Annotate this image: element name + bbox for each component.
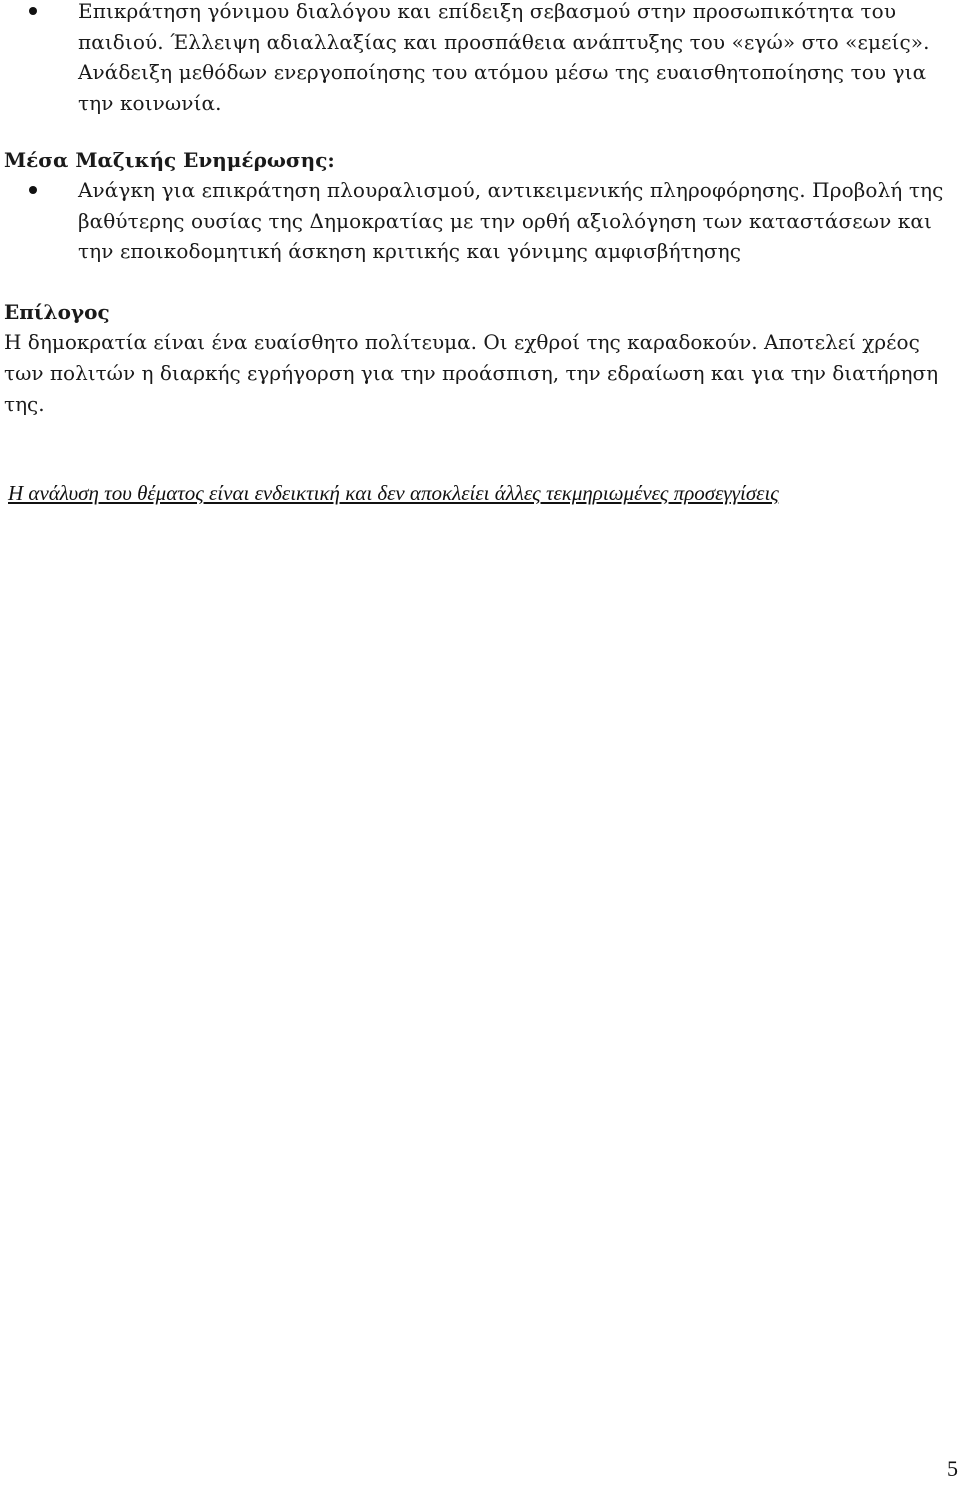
bullet-text: Επικράτηση γόνιμου διαλόγου και επίδειξη σεβασμού στην προσωπικότητα του παιδιού. Έλλειψη αδιαλλαξίας και προσπάθεια ανάπτυξης του «εγώ» στο «εμείς». Ανάδειξη μεθόδων ενεργοποίησης του ατόμου μέσω της ευαισθητοποίησης του για την κοινωνία. — [78, 0, 930, 115]
bullet-icon — [29, 186, 37, 194]
list-item — [0, 175, 960, 267]
section-heading: Μέσα Μαζικής Ενημέρωσης: — [4, 148, 335, 172]
intro-section — [0, 0, 960, 118]
section-heading: Επίλογος — [4, 300, 110, 324]
bullet-text: Ανάγκη για επικράτηση πλουραλισμού, αντικειμενικής πληροφόρησης. Προβολή της βαθύτερης ουσίας της Δημοκρατίας με την ορθή αξιολόγηση των καταστάσεων και την εποικοδομητική άσκηση κριτικής και γόνιμης αμφισβήτησης — [78, 178, 944, 263]
bullet-icon — [29, 7, 37, 15]
epilogue-paragraph: Η δημοκρατία είναι ένα ευαίσθητο πολίτευμα. Οι εχθροί της καραδοκούν. Αποτελεί χρέος των πολιτών η διαρκής εγρήγορση για την προάσπιση, την εδραίωση και για την διατήρηση της. — [4, 330, 939, 416]
epilogue-section — [0, 297, 960, 420]
media-section — [0, 145, 960, 267]
disclaimer-note: Η ανάλυση του θέματος είναι ενδεικτική και δεν αποκλείει άλλες τεκμηριωμένες προσεγγίσεις — [8, 481, 779, 505]
page-number: 5 — [947, 1456, 958, 1481]
list-item — [0, 0, 960, 118]
intro-bullet-list — [0, 0, 960, 118]
media-bullet-list — [0, 175, 960, 267]
